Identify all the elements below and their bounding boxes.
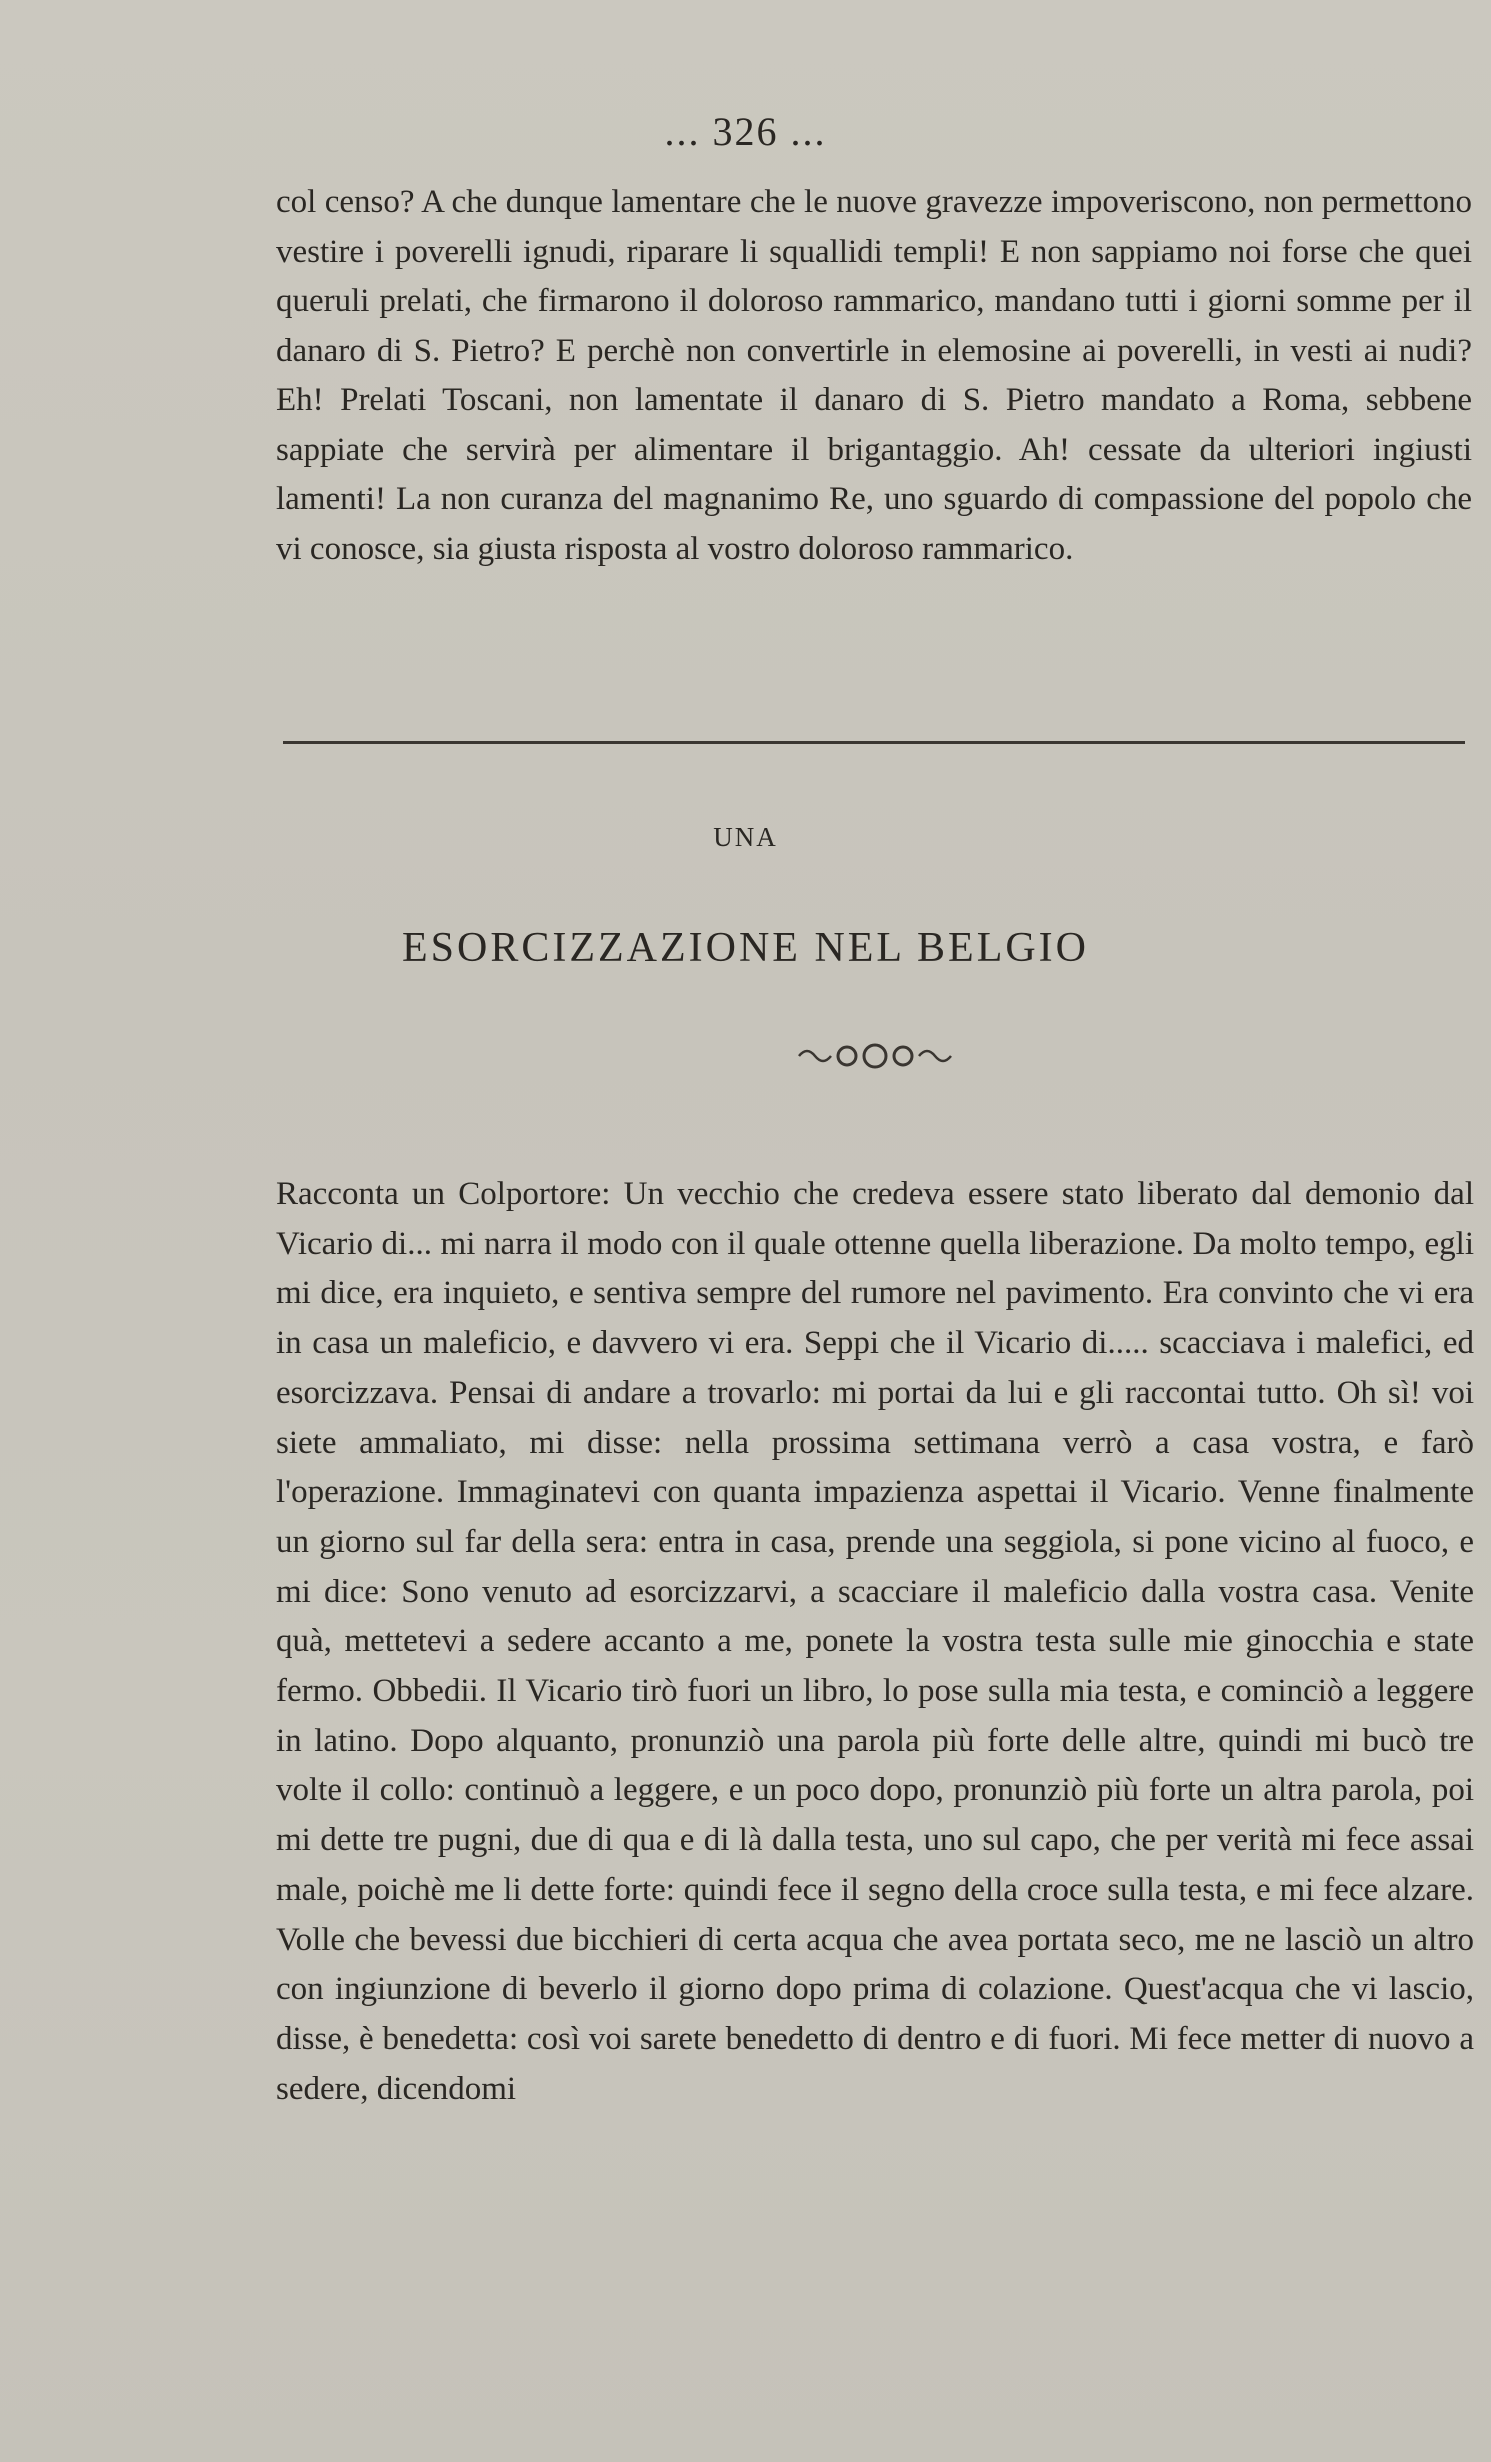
page-number: ... 326 ...: [664, 109, 827, 154]
section-divider: [283, 741, 1465, 744]
article-kicker: UNA: [713, 822, 778, 852]
article-body: Racconta un Colportore: Un vecchio che credeva essere stato liberato dal demonio dal Vicario di... mi narra il modo con il quale ottenne quella liberazione. Da molto tempo, egli mi dice, era inquieto, e sentiva sempre del rumore nel pavimento. Era convinto che vi era in casa un maleficio, e davvero vi era. Seppi che il Vicario di..... scacciava i malefici, ed esorcizzava. Pensai di andare a trovarlo: mi portai da lui e gli raccontai tutto. Oh sì! voi siete ammaliato, mi disse: nella prossima settimana verrò a casa vostra, e farò l'operazione. Immaginatevi con quanta impazienza aspettai il Vicario. Venne finalmente un giorno sul far della sera: entra in casa, prende una seggiola, si pone vicino al fuoco, e mi dice: Sono venuto ad esorcizzarvi, a scacciare il maleficio dalla vostra casa. Venite quà, mettetevi a sedere accanto a me, ponete la vostra testa sulle mie ginocchia e state fermo. Obbedii. Il Vicario tirò fuori un libro, lo pose sulla mia testa, e cominciò a leggere in latino. Dopo alquanto, pronunziò una parola più forte delle altre, quindi mi bucò tre volte il collo: continuò a leggere, e un poco dopo, pronunziò più forte un altra parola, poi mi dette tre pugni, due di qua e di là dalla testa, uno sul capo, che per verità mi fece assai male, poichè me li dette forte: quindi fece il segno della croce sulla testa, e mi fece alzare. Volle che bevessi due bicchieri di certa acqua che avea portata seco, me ne lasciò un altro con ingiunzione di beverlo il giorno dopo prima di colazione. Quest'acqua che vi lascio, disse, è benedetta: così voi sarete benedetto di dentro e di fuori. Mi fece metter di nuovo a sedere, dicendomi: [276, 1176, 1474, 2107]
previous-article-text: col censo? A che dunque lamentare che le nuove gravezze impoveriscono, non permettono vestire i poverelli ignudi, riparare li squallidi templi! E non sappiamo noi forse che quei queruli prelati, che firmarono il doloroso rammarico, mandano tutti i giorni somme per il danaro di S. Pietro? E perchè non convertirle in elemosine ai poverelli, in vesti ai nudi? Eh! Prelati Toscani, non lamentate il danaro di S. Pietro mandato a Roma, sebbene sappiate che servirà per alimentare il brigantaggio. Ah! cessate da ulteriori ingiusti lamenti! La non curanza del magnanimo Re, uno sguardo di compassione del popolo che vi conosce, sia giusta risposta al vostro doloroso rammarico.: [276, 184, 1472, 567]
article-title: ESORCIZZAZIONE NEL BELGIO: [401, 925, 1089, 971]
ornament-icon: [795, 1038, 955, 1074]
